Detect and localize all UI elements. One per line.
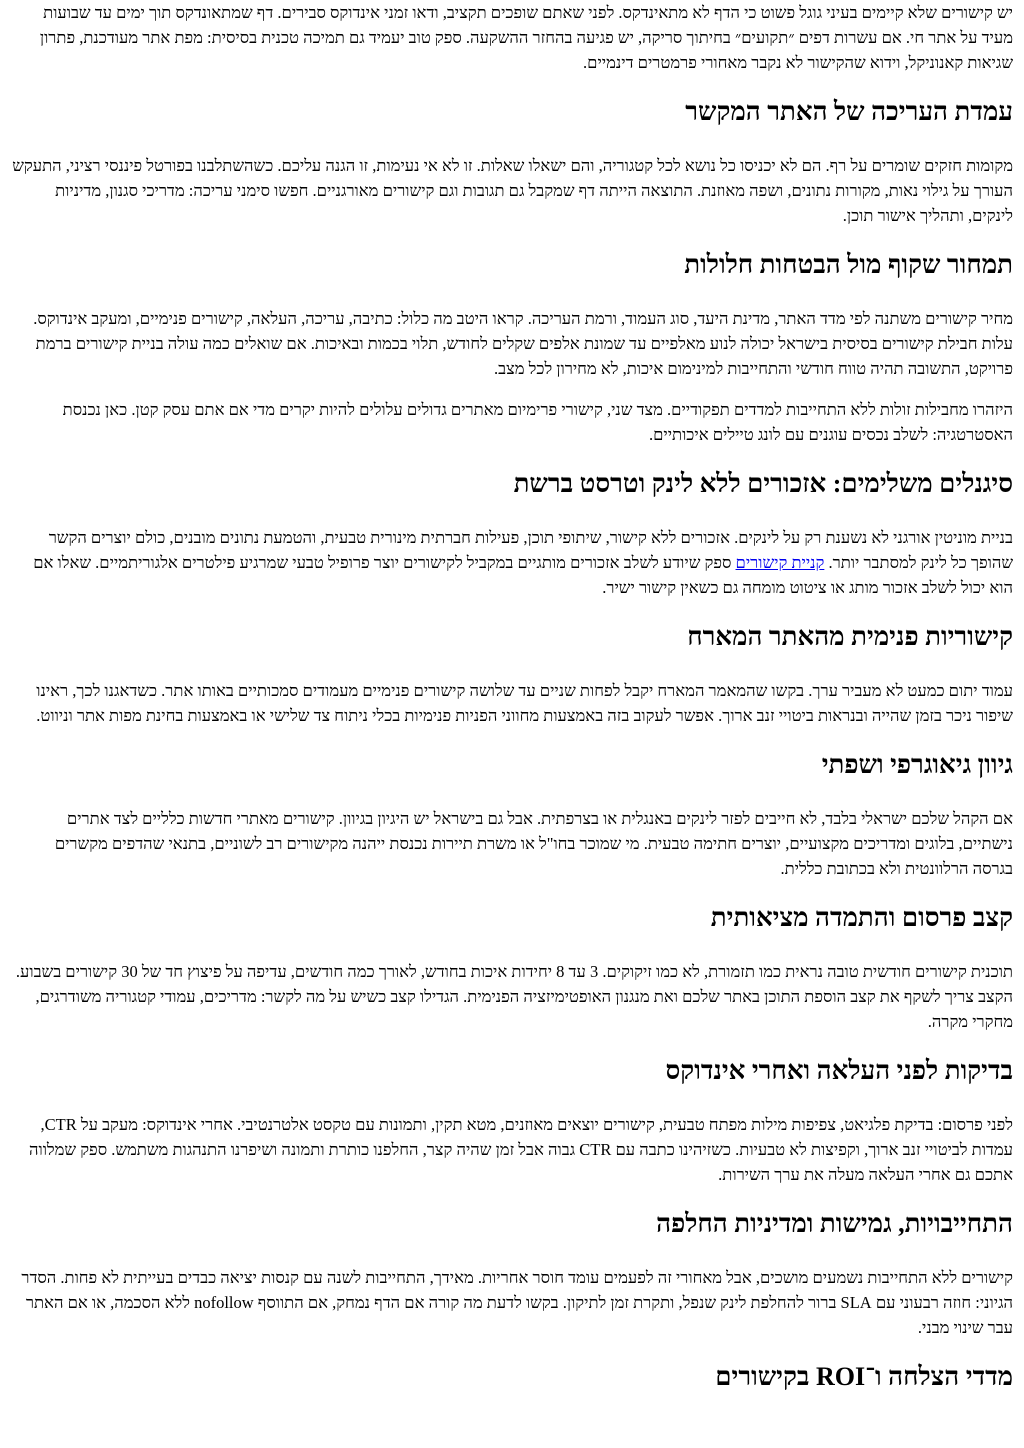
section-paragraph: היזהרו מחבילות זולות ללא התחייבות למדדים תפקודיים. מצד שני, קישורי פרימיום מאתרים גדולים עלולים להיות יקרים מדי אם אתם עסק קטן. כאן נכנסת האסטרטגיה: לשלב נכסים עוגנים עם לונג טיילים איכותיים. xyxy=(62,400,1013,444)
section-paragraph: עמוד יתום כמעט לא מעביר ערך. בקשו שהמאמר המארח יקבל לפחות שניים עד שלושה קישורים פנימיים מעמודים סמכותיים באותו אתר. כשדאגנו לכך, ראינו שיפור ניכר בזמן שהייה ובנראות ביטויי זנב ארוך. אפשר לעקוב בזה באמצעות מחווני הפניות פנימיות בכלי ניתוח צד שלישי או באמצעות בחינת מפות אתר וניווט. xyxy=(36,681,1013,725)
buy-links-link[interactable]: קניית קישורים xyxy=(735,553,825,572)
paragraph-text: בניית מוניטין אורגני לא נשענת רק על לינקים. אזכורים ללא קישור, שיתופי תוכן, פעילות חברתית מינורית טבעית, והטמעת נתונים מובנים, כולם יוצרים הקשר שהופך כל לינק למסתבר יותר. xyxy=(48,528,1013,572)
section-paragraph-with-link xyxy=(12,525,1013,600)
section-heading-signals: סיגנלים משלימים: אזכורים ללא לינק וטרסט ברשת xyxy=(513,469,1013,498)
section-heading-internal-linking: קישוריות פנימית מהאתר המארח xyxy=(687,622,1013,651)
section-paragraph: לפני פרסום: בדיקת פלגיאט, צפיפות מילות מפתח טבעית, קישורים יוצאים מאוזנים, מטא תקין, ותמונות עם טקסט אלטרנטיבי. אחרי אינדוקס: מעקב על CTR, עמדות לביטויי זנב ארוך, וקפיצות לא טבעיות. כשזיהינו כתבה עם CTR גבוה אבל זמן שהיה קצר, החלפנו כותרת ותמונה ושיפרנו התנהגות משתמש. ספק שמלווה אתכם גם אחרי העלאה מעלה את ערך השירות. xyxy=(28,1115,1013,1184)
section-heading-commitments: התחייבויות, גמישות ומדיניות החלפה xyxy=(656,1209,1013,1238)
section-paragraph: מקומות חזקים שומרים על רף. הם לא יכניסו כל נושא לכל קטגוריה, והם ישאלו שאלות. זו לא אי נעימות, זו הגנה עליכם. כשהשתלבנו בפורטל פיננסי רציני, התעקש העורך על גילוי נאות, מקורות נתונים, ושפה מאוזנת. התוצאה הייתה דף שמקבל גם תגובות וגם קישורים מאורגניים. חפשו סימני עריכה: מדריכי סגנון, מדיניות לינקים, ותהליך אישור תוכן. xyxy=(12,156,1013,225)
paragraph-text: ספק שיודע לשלב אזכורים מותגיים במקביל לקישורים יוצר פרופיל טבעי שמרגיע פילטרים אלגוריתמיים. שאלו אם הוא יכול לשלב אזכור מותג או ציטוט מומחה גם כשאין קישור ישיר. xyxy=(33,553,1013,597)
section-heading-geo-diversity: גיוון גיאוגרפי ושפתי xyxy=(821,750,1013,779)
section-paragraph: תוכנית קישורים חודשית טובה נראית כמו תזמורת, לא כמו זיקוקים. 3 עד 8 יחידות איכות בחודש, לאורך כמה חודשים, עדיפה על פיצוץ חד של 30 קישורים בשבוע. הקצב צריך לשקף את קצב הוספת התוכן באתר שלכם ואת מנגנון האופטימיזציה הפנימית. הגדילו קצב כשיש על מה לקשר: מדריכים, עמודי קטגוריה משודרגים, מחקרי מקרה. xyxy=(15,962,1013,1031)
intro-paragraph: יש קישורים שלא קיימים בעיני גוגל פשוט כי הדף לא מתאינדקס. לפני שאתם שופכים תקציב, ודאו זמני אינדוקס סבירים. דף שמתאונדקס תוך ימים עד שבועות מעיד על אתר חי. אם עשרות דפים ״תקועים״ בחיתוך סריקה, יש פגיעה בהחזר ההשקעה. ספק טוב יעמיד גם תמיכה טכנית בסיסית: מפת אתר מעודכנת, פתרון שגיאות קאנוניקל, וידוא שהקישור לא נקבר מאחורי פרמטרים דינמיים. xyxy=(39,3,1013,72)
section-paragraph: מחיר קישורים משתנה לפי מדד האתר, מדינת היעד, סוג העמוד, ורמת העריכה. קראו היטב מה כלול: כתיבה, עריכה, העלאה, קישורים פנימיים, ומעקב אינדוקס. עלות חבילת קישורים בסיסית בישראל יכולה לנוע מאלפיים עד שמונת אלפים שקלים לחודש, תלוי בכמות ובאיכות. אם שואלים כמה עולה בניית קישורים ברמת פרויקט, התשובה תהיה טווח חודשי והתחייבות למינימום איכות, לא מחירון לכל מצב. xyxy=(33,309,1013,378)
section-heading-roi: מדדי הצלחה ו־ROI בקישורים xyxy=(715,1362,1013,1391)
section-heading-editorial: עמדת העריכה של האתר המקשר xyxy=(685,97,1013,126)
section-heading-checks: בדיקות לפני העלאה ואחרי אינדוקס xyxy=(665,1056,1013,1085)
section-paragraph: אם הקהל שלכם ישראלי בלבד, לא חייבים לפזר לינקים באנגלית או בצרפתית. אבל גם בישראל יש היגיון בגיוון. קישורים מאתרי חדשות כלליים לצד אתרים נישתיים, בלוגים ומדריכים מקצועיים, יוצרים חתימה טבעית. מי שמוכר בחו"ל או משרת תיירות נכנסת ייהנה מקישורים רב לשוניים, בתנאי שהדפים מקשרים בגרסה הרלוונטית ולא בכתובת כללית. xyxy=(54,809,1013,878)
section-heading-pricing: תמחור שקוף מול הבטחות חלולות xyxy=(684,250,1013,279)
section-paragraph: קישורים ללא התחייבות נשמעים מושכים, אבל מאחורי זה לפעמים עומד חוסר אחריות. מאידך, התחייבות לשנה עם קנסות יציאה כבדים בעייתית לא פחות. הסדר הגיוני: חוזה רבעוני עם SLA ברור להחלפת לינק שנפל, ותקרת זמן לתיקון. בקשו לדעת מה קורה אם הדף נמחק, אם התווסף nofollow ללא הסכמה, או אם האתר עבר שינוי מבני. xyxy=(21,1268,1013,1337)
section-heading-publishing-pace: קצב פרסום והתמדה מציאותית xyxy=(710,903,1013,932)
